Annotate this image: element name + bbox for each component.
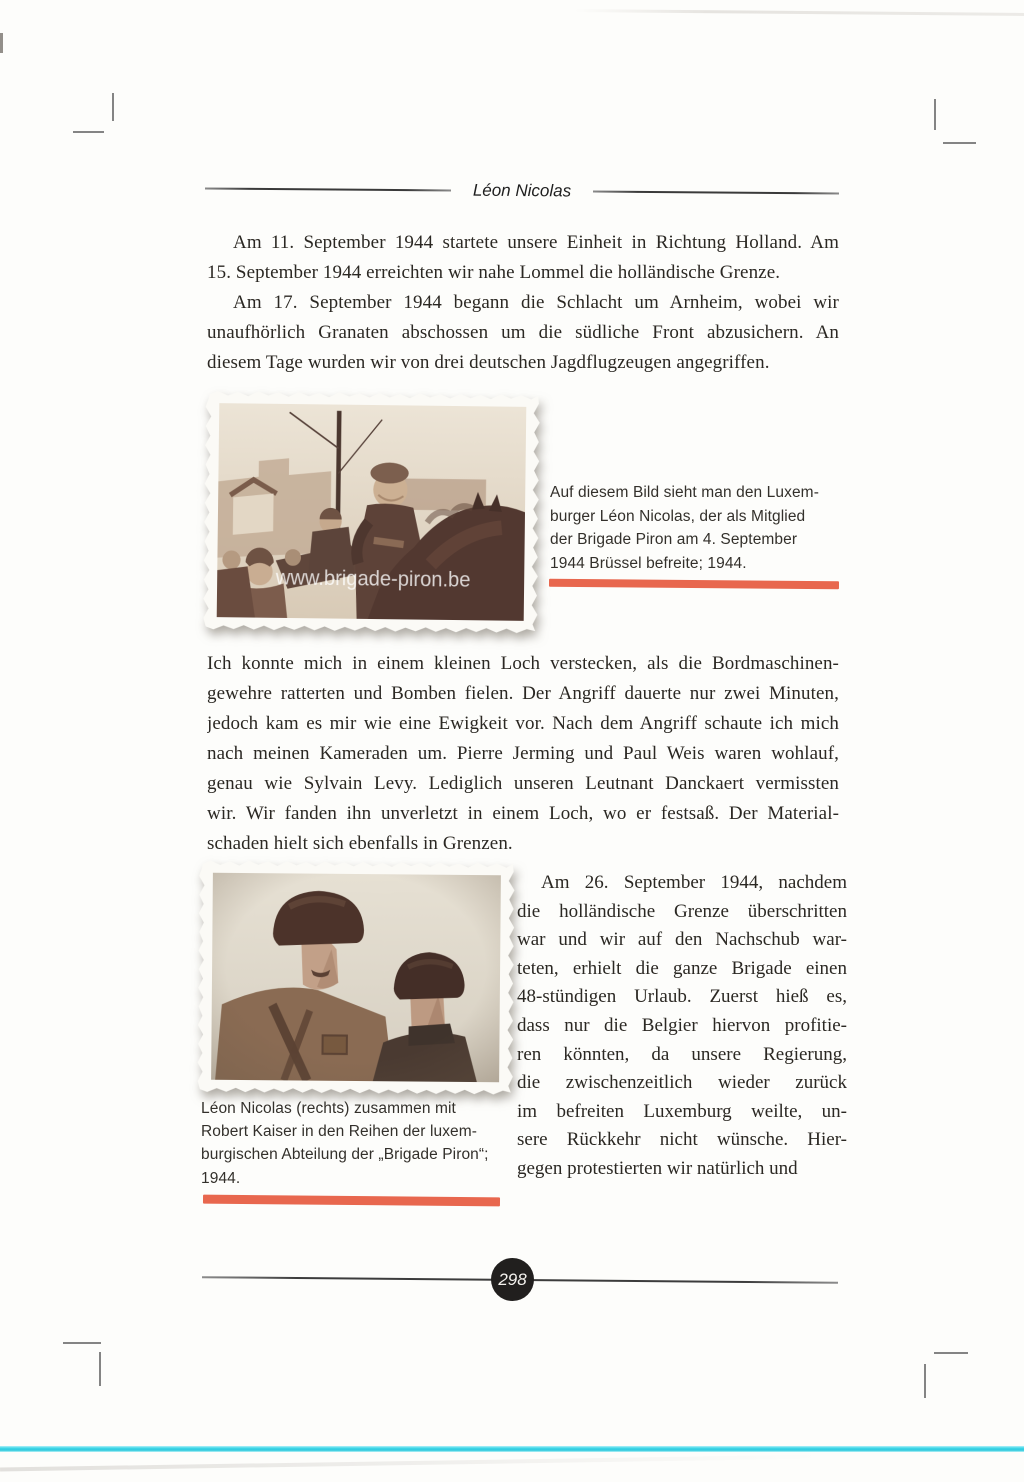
scan-edge-smudge [0, 33, 3, 53]
column-line: gegen protestierten wir natürlich und [517, 1157, 798, 1179]
column-line: ren könnten, da unsere Regierung, [517, 1043, 847, 1065]
photo-deckled-frame [196, 860, 516, 1096]
caption-line: der Brigade Piron am 4. September [550, 531, 798, 549]
body-line: wir. Wir fanden ihn unverletzt in einem Loch, wo er festsaß. Der Material- [207, 803, 839, 824]
crop-mark-bottom-right-vertical [924, 1364, 926, 1398]
body-line: Am 17. September 1944 begann die Schlacht um Arnheim, wobei wir [233, 292, 839, 313]
body-line: diesem Tage wurden wir von drei deutschen Jagdflugzeugen angegriffen. [207, 352, 770, 373]
running-header [205, 179, 839, 204]
caption-line: burger Léon Nicolas, der als Mitglied [550, 507, 806, 525]
bottom-cyan-rule [0, 1446, 1024, 1452]
caption-line: 1944 Brüssel befreite; 1944. [550, 554, 747, 572]
body-line: nach meinen Kameraden um. Pierre Jerming und Paul Weis waren wohlauf, [207, 743, 839, 764]
column-line: sere Rückkehr nicht wünsche. Hier- [517, 1129, 847, 1151]
crop-mark-top-left-horizontal [73, 131, 104, 133]
caption-accent-bar [203, 1195, 500, 1207]
header-rule-right [593, 191, 839, 195]
caption-accent-bar [549, 579, 839, 590]
body-line: 15. September 1944 erreichten wir nahe Lommel die holländische Grenze. [207, 262, 781, 283]
column-line: im befreiten Luxemburg weilte, un- [517, 1100, 847, 1122]
crop-mark-bottom-right-horizontal [934, 1352, 968, 1354]
header-rule-left [205, 188, 451, 192]
body-line: Am 11. September 1944 startete unsere Einheit in Richtung Holland. Am [233, 232, 839, 253]
body-line: Ich konnte mich in einem kleinen Loch verstecken, als die Bordmaschinen- [207, 653, 839, 674]
body-line: gewehre ratterten und Bomben fielen. Der Angriff dauerte nur zwei Minuten, [207, 683, 839, 704]
crop-mark-top-left-vertical [112, 93, 114, 121]
body-paragraph-middle [207, 649, 839, 859]
caption-line: burgischen Abteilung der „Brigade Piron“; [201, 1146, 489, 1164]
crop-mark-bottom-left-vertical [99, 1352, 101, 1386]
scan-streak-bottom [0, 1455, 820, 1472]
figure1-caption [550, 481, 842, 575]
column-line: Am 26. September 1944, nachdem [541, 872, 847, 893]
body-line: jedoch kam es mir wie eine Ewigkeit vor. Nach dem Angriff schaute ich mich [207, 713, 839, 734]
photo-brigade-vehicle-image [217, 403, 527, 621]
body-column-right [517, 869, 847, 1184]
page-number: 298 [498, 1269, 527, 1289]
crop-mark-top-right-vertical [934, 99, 936, 130]
photo-two-soldiers [196, 860, 516, 1096]
photo-two-soldiers-image [211, 873, 501, 1083]
scan-streak-top [575, 9, 1024, 16]
crop-mark-top-right-horizontal [943, 142, 976, 144]
body-line: unaufhörlich Granaten abschossen um die südliche Front abzusichern. An [207, 322, 839, 343]
page-title: Léon Nicolas [472, 180, 572, 201]
figure2-caption [201, 1097, 517, 1190]
column-line: teten, erhielt die ganze Brigade einen [517, 957, 847, 979]
photo-brigade-vehicle [202, 390, 542, 634]
caption-line: 1944. [201, 1169, 241, 1187]
column-line: 48-stündigen Urlaub. Zuerst hieß es, [517, 986, 847, 1008]
caption-line: Léon Nicolas (rechts) zusammen mit [201, 1100, 456, 1117]
body-line: genau wie Sylvain Levy. Lediglich unseren Leutnant Danckaert vermissten [207, 773, 839, 794]
body-paragraphs-top [207, 228, 839, 378]
column-line: war und wir auf den Nachschub war- [517, 929, 847, 951]
column-line: die holländische Grenze überschritten [517, 900, 847, 922]
photo-deckled-frame [202, 390, 542, 634]
page-number-badge [491, 1258, 534, 1301]
crop-mark-bottom-left-horizontal [63, 1342, 101, 1344]
caption-line: Auf diesem Bild sieht man den Luxem- [550, 484, 819, 501]
column-line: die zwischenzeitlich wieder zurück [517, 1072, 847, 1094]
body-line: schaden hielt sich ebenfalls in Grenzen. [207, 833, 513, 854]
photo-watermark: www.brigade-piron.be [275, 566, 471, 592]
column-line: dass nur die Belgier hiervon profitie- [517, 1014, 847, 1036]
caption-line: Robert Kaiser in den Reihen der luxem- [201, 1123, 478, 1141]
